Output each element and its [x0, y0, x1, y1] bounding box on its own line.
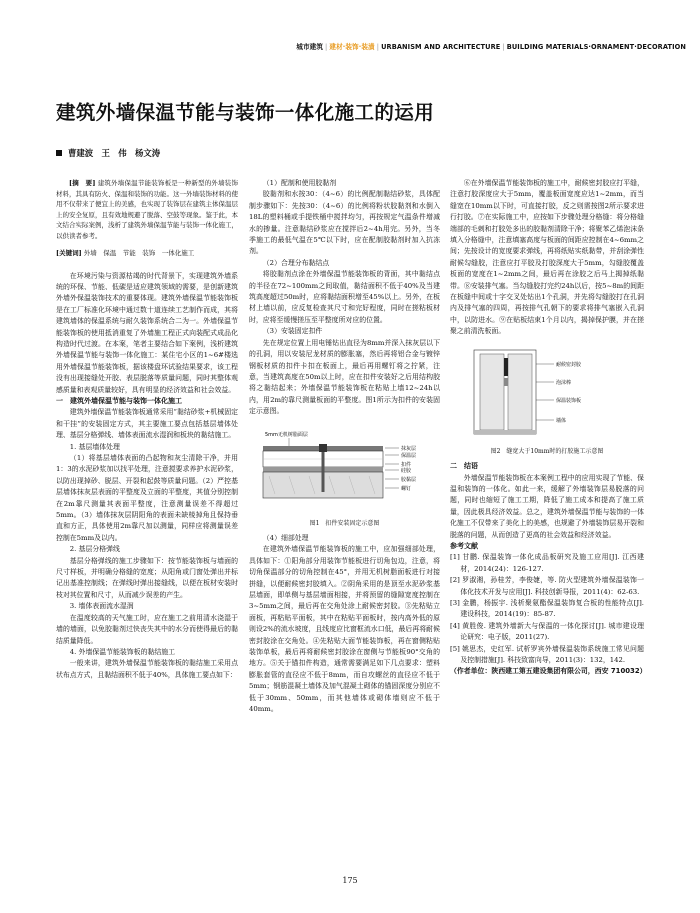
paragraph: 先在规定位置上用电锤钻出直径为8mm并深入抹灰层以下的孔洞，用以安装尼龙材质的膨胀塞，然后再将铝合金与镀锌钢板材质的扣件卡扣在板面上，最后再用螺钉将之拧紧，注意，当建筑高度在50m以上时，应在扣件安装好之后用结构胶将之黏结起来；外墙保温节能装饰板在粘贴上墙12~24h以内，用2m的靠尺测量板面的平整度。图1所示为扣件的安装固定示意图。	[249, 338, 440, 416]
article-title: 建筑外墙保温节能与装饰一体化施工的运用	[56, 101, 435, 124]
column-3	[450, 178, 647, 678]
paragraph: （4）细部处理	[262, 533, 309, 542]
sealant-joint-diagram	[450, 344, 644, 444]
paragraph: （1）配制和使用胶黏剂	[262, 179, 337, 187]
running-head-en-2: BUILDING MATERIALS·ORNAMENT·DECORATION	[506, 43, 686, 51]
subsection-heading: 3. 墙体表面流水湿润	[69, 602, 134, 611]
paragraph: 基层分格弹线的施工步骤如下：按节能装饰板与墙面的尺寸样板，并明确分格缝的宽度；从阳角或门窗处弹出并标记出基准控制线；在弹线时弹出接缝线，以便在板材安装时枝对其位置和尺寸，从而减少误差的产生。	[56, 556, 238, 599]
running-head-section: 城市建筑	[296, 43, 324, 51]
paragraph: ⑥在外墙保温节能装饰板的施工中，耐候密封胶应打平缝，注意打胶深度应大于5mm，覆盖板面宽度应达1~2mm，而当缝宽在10mm以下时，可直接打胶，反之则需按图2所示要求进行打胶。⑦在实际施工中，应按如下步骤处理分格缝：将分格缝端部的毛刺和打胶处多出的胶黏剂清除干净；将聚苯乙烯泡沫条填入分格缝中，注意填塞高度与板面的间距应控制在4~6mm之间；先按设计的宽度要求弹线，再将纸贴实纸黏带，并刮涂弹性耐候勾缝胶，注意应打平胶及打胶深度大于5mm，勾缝胶覆盖板面的宽度在1~2mm之间，最后再在涂胶之后马上揭掉纸黏带。⑧安装排气塞。当勾缝胶打完约24h以后，按5~8m的间距在板缝中间或十字交叉处钻出1个孔洞，并先将勾缝胶打在孔洞内及排气塞的四周，再按排气孔朝下的要求将排气塞嵌入孔洞中，以防进水。⑨在贴板结束1个月以内，揭掉保护膜，并在搓聚之前清洗板面。	[450, 179, 644, 336]
fig1-label-6: 螺钉	[401, 485, 412, 492]
page-number: 175	[342, 876, 358, 885]
fig2-label-1: 泡沫棒	[556, 379, 572, 386]
figure-1-caption: 图1 扣件安装固定示意图	[309, 519, 380, 527]
reference-item: [3] 金鹏，杨振宇. 浅析聚氨酯保温装饰复合板的性能特点[J]. 建设科技，2014(19)：85-87.	[450, 598, 644, 619]
reference-item: [5] 姚思杰，史红军. 试析罗宾外墙保温装饰系统施工常见问题及控制措施[J]. 科技致富向导，2011(3)：132，142.	[450, 644, 644, 664]
section-heading-1: 一 建筑外墙保温节能与装饰一体化施工	[56, 396, 182, 405]
paragraph: 在建筑外墙保温节能装饰板的施工中，应加强细部处理，具体如下：①阳角部分用装饰节能板进行切角包边，注意，将切角保温部分的切角控制在45°，并用无机树脂面板进行对接拼缝，以便耐候密封胶填入。②阴角采用的是顶至水泥砂浆基层墙面，即单侧与基层墙面相接，并将预留的缝隙宽度控制在3~5mm之间，最后再在交角处涂上耐候密封胶。③先粘贴立面板，再粘贴平面板，其中在粘贴平面板时，按内高外低的原则设2%的流水坡度，且线度应比窗框流水口低，最后再将耐候密封胶涂在交角处。④先粘贴大面节能装饰板，再在窗侧粘贴装饰单板，最后再将耐候密封胶涂在窗侧与节能板90°交角的地方。⑤关于锚扣件构造，通常需要满足如下几点要求：塑料膨胀套管的直径应不低于8mm，而自攻螺丝的直径应不低于5mm；钢筋混凝土墙体及加气混凝土砌体的锚固深度分别应不低于30mm、50mm，而其他墙体或砌体墙则应不低于40mm。	[249, 545, 440, 714]
paragraph: 在温度较高的天气施工时，应在施工之前用清水浇湿于墙的墙面，以免胶黏剂过快丧失其中的水分而使得最后的黏结质量降低。	[56, 613, 238, 645]
keywords-label: [关键词]	[56, 249, 82, 257]
keywords	[56, 248, 238, 259]
paragraph: 建筑外墙保温节能装饰板通常采用“黏结砂浆+机械固定和干挂”的安装固定方式，其主要施工要点包括基层墙体处理、基层分格弹线、墙体表面流水湿润和板块的黏结施工。	[56, 408, 238, 440]
subsection-heading: 4. 外墙保温节能装饰板的黏结施工	[69, 647, 176, 656]
fig2-label-0: 耐候密封胶	[556, 361, 582, 368]
reference-item: [1] 甘鹏. 保温装饰一体化成品板研究及施工应用[J]. 江西建材，2014(24)：126-127.	[450, 553, 644, 573]
fig1-label-5: 胶黏层	[401, 476, 417, 483]
fastener-diagram	[249, 424, 440, 516]
paragraph: 将胶黏剂点涂在外墙保温节能装饰板的背面，其中黏结点的半径在72~100mm之间取值，黏结面积不低于40%及当建筑高度超过50m时，应将黏结面积增至45%以上。另外，在板材上墙以前，应反复检查其尺寸和完好程度，同时在搓粘板材时，应将至缓慢搓压至平整度所对应的位置。	[249, 270, 440, 324]
fig1-label-0: 5mm无机树脂面层	[265, 431, 308, 438]
reference-item: [2] 罗淑湘，孙桂芳，李俊婕，等. 防火型建筑外墙保温装饰一体化技术开发与应用[J]. 科技创新导报，2011(4)：62-63.	[450, 576, 644, 596]
paragraph: 外墙保温节能装饰板在本案例工程中的应用实现了节能、保温和装饰的一体化。如此一来，缓解了外墙装饰层易脱落的问题，同时也缩短了施工工期，降低了施工成本和提高了施工质量，因此极具经济效益。总之，建筑外墙保温节能与装饰的一体化施工不仅带来了美化上的美感，也规避了外墙装饰层易开裂和脱落的问题，从而创造了更高的社会效益和经济效益。	[450, 473, 644, 539]
figure-2-caption: 图2 缝宽大于10mm时的打胶施工示意图	[490, 447, 604, 455]
paragraph: （2）合理分布黏结点	[262, 258, 330, 267]
running-head-subsection: 建材·装饰·装潢	[329, 43, 375, 51]
reference-item: [4] 黄胜俊. 建筑外墙新大与保温的一体化探讨[J]. 城市建设理论研究：电子版，2011(27).	[450, 621, 644, 642]
abstract-label: [摘 要]	[69, 179, 96, 187]
fig1-label-1: 抹灰层	[401, 445, 417, 452]
fig1-label-3: 扣件	[401, 461, 412, 468]
authors: 曹建波 王 伟 杨文涛	[68, 148, 161, 158]
figure-2	[450, 344, 644, 457]
abstract	[56, 178, 238, 241]
keywords-text: 外墙 保温 节能 装饰 一体化施工	[83, 249, 195, 257]
paragraph: 一般来讲，建筑外墙保温节能装饰板的黏结施工采用点状布点方式，且黏结面积不低于40%，具体施工要点如下：	[56, 659, 238, 679]
square-bullet-icon	[56, 150, 62, 156]
fig2-label-2: 保温装饰板	[556, 397, 582, 404]
column-1	[56, 178, 238, 681]
fig2-label-3: 墙体	[556, 417, 567, 424]
running-head-en-1: URBANISM AND ARCHITECTURE	[381, 43, 501, 51]
subsection-heading: 2. 基层分格弹线	[69, 545, 120, 554]
section-heading-2: 二 结语	[450, 462, 478, 471]
abstract-text: 建筑外墙保温节能装饰板是一种新型的外墙装饰材料，其具有防火、保温和装饰的功能。这一外墙装饰材料的使用不仅带来了便宜上的美感，也实现了装饰层在建筑主体保温层上的安全复原，且有效地规避了脱落、空鼓等现象。鉴于此，本文结合实际案例，浅析了建筑外墙保温节能与装饰一体化施工，以供读者参考。	[56, 179, 239, 240]
running-head: 城市建筑 | 建材·装饰·装潢 | URBANISM AND ARCHITECTURE | BUILDING MATERIALS·ORNAMENT·DECORATION	[296, 43, 686, 51]
intro-paragraph: 在环境污染与资源枯竭的时代背景下，实现建筑外墙系统的环保、节能、低碳是适应建筑领域的需要，是创新建筑外墙外保温装饰技术的重要体现。建筑外墙保温节能装饰板是在工厂标准化环境中通过数十道连续工艺制作而成，其将建筑墙体的保温系统与耐久装饰系统合二为一。外墙保温节能装饰板的使用抵消重复了外墙施工程正式向装配式成品化构造时代过渡。在本案，笔者主要结合如下案例，浅析建筑外墙保温节能与装饰一体化施工：某住宅小区的1~6#楼选用外墙保温节能装饰板，据该楼盘环试验结果要求，该工程没有出现接缝处开胶、表层脱落等质量问题，同时其整体观感质量和表观质量较好，具有明显的经济效益和社会效益。	[56, 271, 238, 394]
author-affiliation: （作者单位：陕西建工第五建设集团有限公司，西安 710032）	[450, 667, 647, 676]
fig1-label-4: 硅胶	[401, 467, 412, 474]
figure-1	[249, 424, 440, 529]
subsection-heading: 1. 基层墙体处理	[69, 442, 120, 451]
author-line	[56, 147, 160, 159]
paragraph: 胶黏剂和水按30：（4~6）的比例配制黏结砂浆，具体配制步骤如下：先按30：（4~6）的比例将粉状胶黏剂和水倒入18L的塑料桶或手提铁桶中搅拌均匀，再按规定气温条件增减水的掺量。注意黏结砂浆应在搅拌后2~4h用完。另外，当冬季施工的最低气温在5℃以下时，应在配制胶黏剂时加入抗冻剂。	[249, 190, 440, 256]
paragraph: （1）将基层墙体表面的凸起物和灰尘清除干净，并用1：3的水泥砂浆加以找平处理，注意搅要求养护水泥砂浆，以防出现掉砂、脱层、开裂和起鼓等质量问题。（2）严控基层墙体抹灰层表面的平整度及立面的平整度，其值分别控制在2m靠尺测量其表面平整度，注意测量误差不得超过5mm。（3）墙体抹灰层阴阳角的表面未缺棱掉角且保持垂直和方正，具体使用2m靠尺加以测量，同样应将测量误差控制在5mm及以内。	[56, 454, 238, 542]
fig1-label-2: 保温层	[401, 452, 417, 459]
references-heading: 参考文献	[450, 541, 478, 550]
column-2	[249, 178, 440, 715]
paragraph: （3）安装固定扣件	[262, 327, 323, 336]
